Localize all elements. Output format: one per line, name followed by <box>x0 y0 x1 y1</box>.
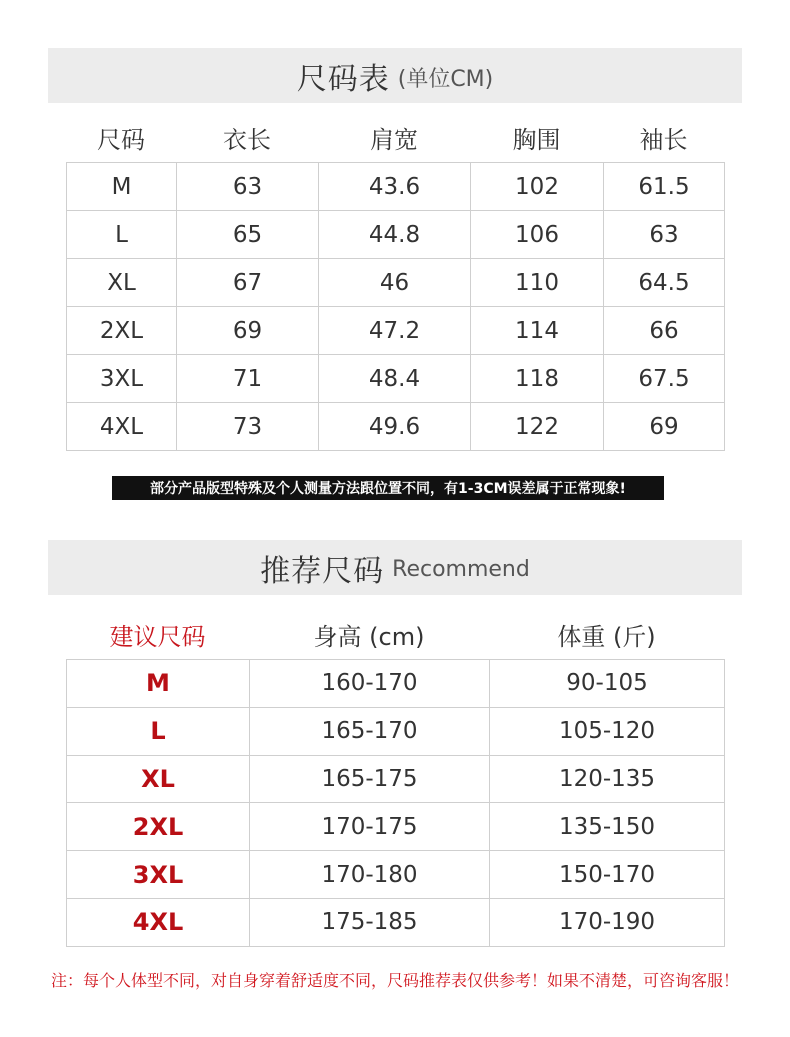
cell-height: 165-170 <box>250 707 490 755</box>
cell-length: 63 <box>177 163 319 211</box>
cell-sleeve: 61.5 <box>604 163 725 211</box>
recommend-subtitle: Recommend <box>392 557 530 582</box>
cell-weight: 90-105 <box>490 660 725 708</box>
cell-height: 175-185 <box>250 898 490 946</box>
recommend-header <box>66 614 724 654</box>
cell-sleeve: 66 <box>604 307 725 355</box>
measurement-notice: 部分产品版型特殊及个人测量方法跟位置不同，有1-3CM误差属于正常现象! <box>112 476 664 500</box>
size-chart-title: 尺码表 <box>296 61 390 97</box>
table-row <box>67 898 725 946</box>
cell-sleeve: 64.5 <box>604 259 725 307</box>
cell-size: L <box>67 211 177 259</box>
cell-length: 67 <box>177 259 319 307</box>
cell-weight: 170-190 <box>490 898 725 946</box>
header-weight: 体重 (斤) <box>557 622 656 651</box>
header-height: 身高 (cm) <box>313 622 425 651</box>
cell-shoulder: 44.8 <box>319 211 471 259</box>
cell-size: 4XL <box>67 403 177 451</box>
header-size: 尺码 <box>97 125 145 154</box>
footnote: 注：每个人体型不同，对自身穿着舒适度不同，尺码推荐表仅供参考！如果不清楚，可咨询客服！ <box>50 971 739 990</box>
cell-height: 170-180 <box>250 851 490 899</box>
cell-sleeve: 63 <box>604 211 725 259</box>
cell-chest: 110 <box>471 259 604 307</box>
cell-size: 4XL <box>67 898 250 946</box>
table-row <box>67 307 725 355</box>
cell-height: 170-175 <box>250 803 490 851</box>
table-row <box>67 660 725 708</box>
cell-weight: 135-150 <box>490 803 725 851</box>
size-chart-banner <box>48 48 742 103</box>
table-row <box>67 403 725 451</box>
cell-length: 69 <box>177 307 319 355</box>
cell-size: M <box>67 163 177 211</box>
cell-size: 2XL <box>67 803 250 851</box>
cell-height: 165-175 <box>250 755 490 803</box>
cell-weight: 150-170 <box>490 851 725 899</box>
cell-size: XL <box>67 259 177 307</box>
cell-weight: 120-135 <box>490 755 725 803</box>
cell-size: L <box>67 707 250 755</box>
cell-chest: 102 <box>471 163 604 211</box>
cell-size: 3XL <box>67 851 250 899</box>
cell-shoulder: 49.6 <box>319 403 471 451</box>
cell-chest: 118 <box>471 355 604 403</box>
size-chart-unit: (单位CM) <box>397 67 494 92</box>
table-row <box>67 755 725 803</box>
size-chart-header <box>66 117 724 157</box>
table-row <box>67 211 725 259</box>
cell-size: 2XL <box>67 307 177 355</box>
cell-size: 3XL <box>67 355 177 403</box>
cell-shoulder: 43.6 <box>319 163 471 211</box>
table-row <box>67 851 725 899</box>
header-sleeve: 袖长 <box>639 125 688 154</box>
header-shoulder: 肩宽 <box>370 125 418 154</box>
cell-height: 160-170 <box>250 660 490 708</box>
cell-sleeve: 69 <box>604 403 725 451</box>
cell-chest: 106 <box>471 211 604 259</box>
cell-length: 73 <box>177 403 319 451</box>
size-chart-table <box>66 162 725 451</box>
header-length: 衣长 <box>223 125 271 154</box>
recommend-title: 推荐尺码 <box>260 553 385 589</box>
cell-chest: 114 <box>471 307 604 355</box>
cell-length: 71 <box>177 355 319 403</box>
cell-shoulder: 46 <box>319 259 471 307</box>
cell-length: 65 <box>177 211 319 259</box>
cell-chest: 122 <box>471 403 604 451</box>
recommend-banner <box>48 540 742 595</box>
cell-weight: 105-120 <box>490 707 725 755</box>
table-row <box>67 259 725 307</box>
cell-shoulder: 48.4 <box>319 355 471 403</box>
recommend-table <box>66 659 725 947</box>
table-row <box>67 707 725 755</box>
table-row <box>67 803 725 851</box>
cell-size: M <box>67 660 250 708</box>
header-chest: 胸围 <box>512 125 561 154</box>
table-row <box>67 163 725 211</box>
cell-shoulder: 47.2 <box>319 307 471 355</box>
cell-sleeve: 67.5 <box>604 355 725 403</box>
table-row <box>67 355 725 403</box>
cell-size: XL <box>67 755 250 803</box>
header-suggested-size: 建议尺码 <box>109 622 206 651</box>
